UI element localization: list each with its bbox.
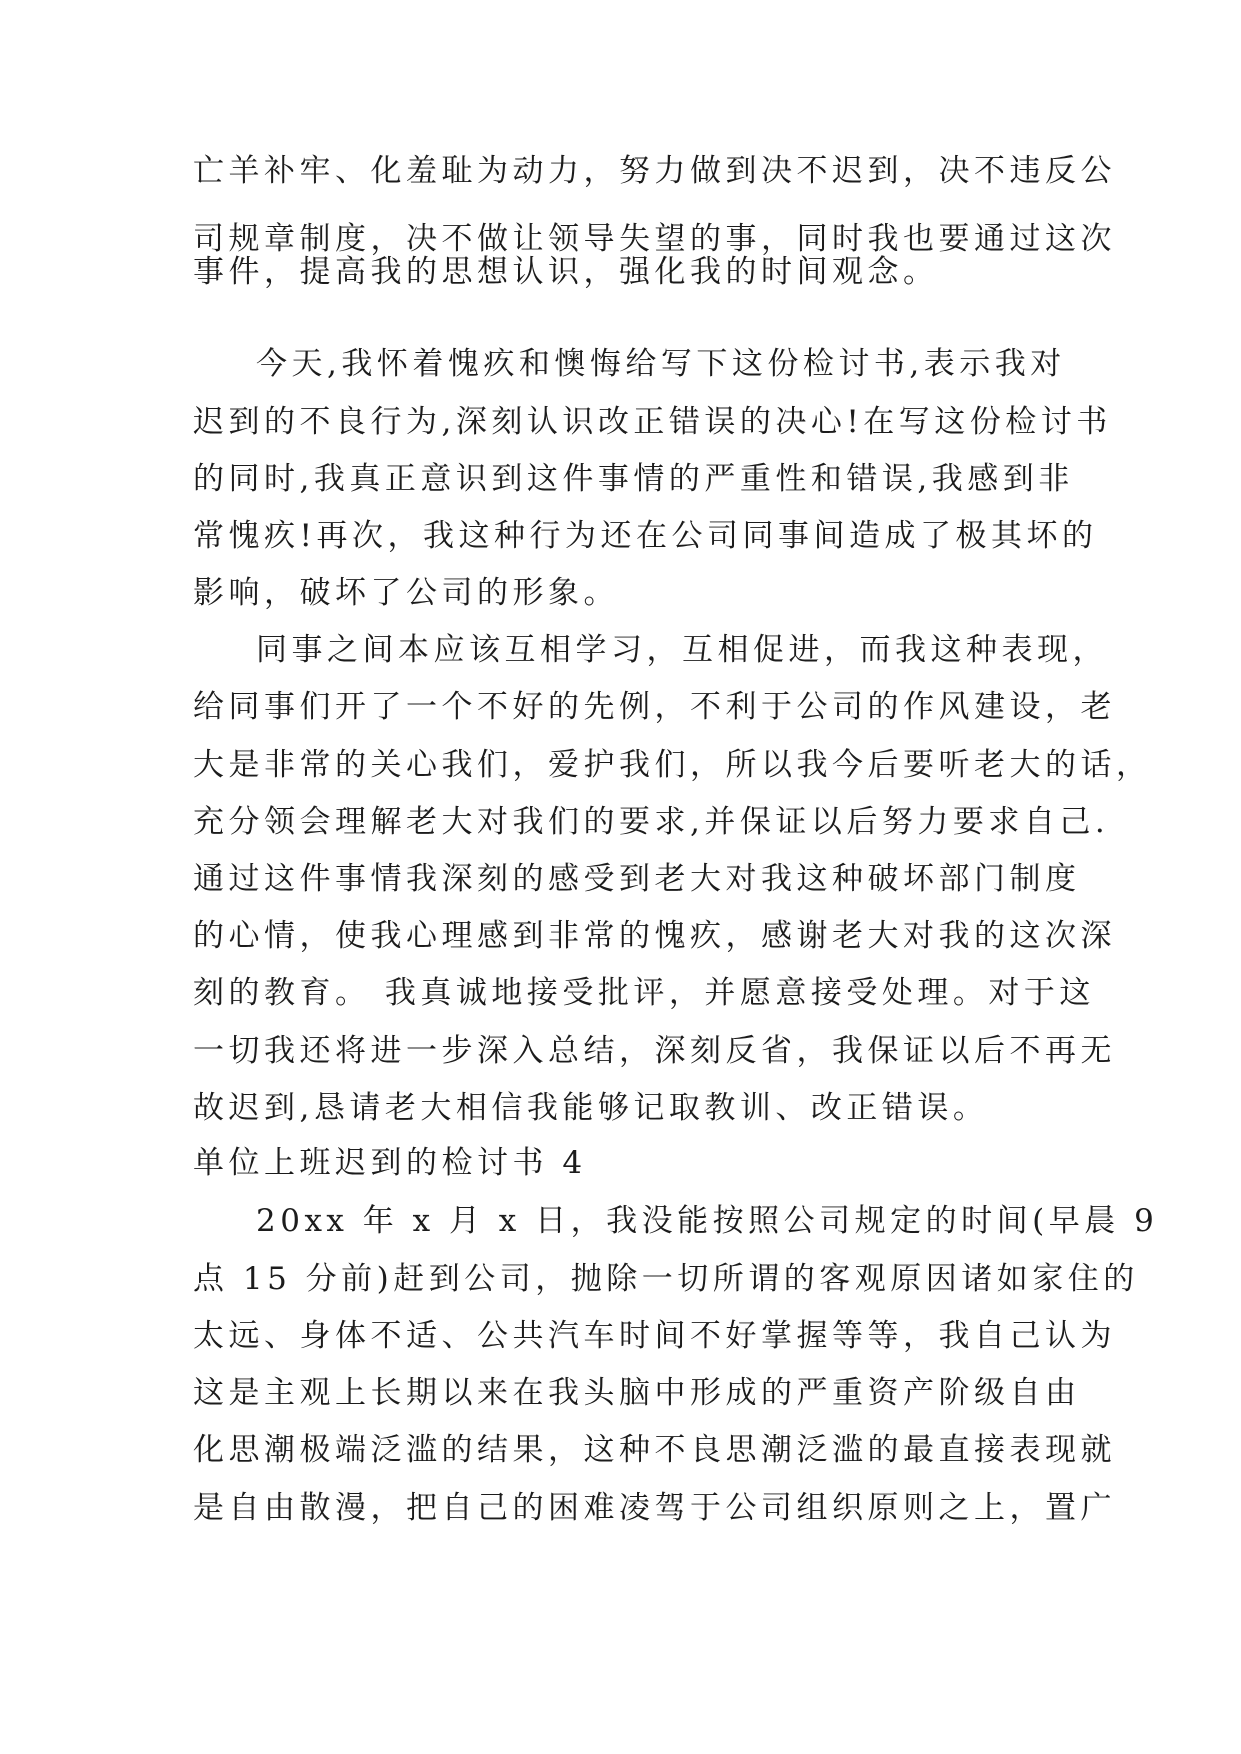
- text-line: 刻的教育。 我真诚地接受批评，并愿意接受处理。对于这: [193, 975, 1095, 1011]
- text-line: 同事之间本应该互相学习，互相促进，而我这种表现，: [256, 632, 1108, 668]
- text-line: 迟到的不良行为,深刻认识改正错误的决心!在写这份检讨书: [193, 404, 1112, 440]
- text-line: 今天,我怀着愧疚和懊悔给写下这份检讨书,表示我对: [256, 346, 1066, 382]
- text-line: 亡羊补牢、化羞耻为动力，努力做到决不迟到，决不违反公: [193, 153, 1116, 189]
- text-line: 给同事们开了一个不好的先例，不利于公司的作风建设，老: [193, 689, 1116, 725]
- text-line: 太远、身体不适、公共汽车时间不好掌握等等，我自己认为: [193, 1318, 1116, 1354]
- text-line: 的同时,我真正意识到这件事情的严重性和错误,我感到非: [193, 461, 1074, 497]
- text-line: 是自由散漫，把自己的困难凌驾于公司组织原则之上，置广: [193, 1490, 1116, 1526]
- text-line: 事件，提高我的思想认识，强化我的时间观念。: [193, 254, 939, 290]
- section-heading: 单位上班迟到的检讨书 4: [193, 1145, 587, 1181]
- text-line: 点 15 分前)赶到公司，抛除一切所谓的客观原因诸如家住的: [193, 1261, 1139, 1297]
- text-line: 大是非常的关心我们，爱护我们，所以我今后要听老大的话，: [193, 747, 1152, 783]
- text-line: 这是主观上长期以来在我头脑中形成的严重资产阶级自由: [193, 1375, 1081, 1411]
- text-line: 影响，破坏了公司的形象。: [193, 575, 619, 611]
- text-line: 通过这件事情我深刻的感受到老大对我这种破坏部门制度: [193, 861, 1081, 897]
- text-line: 司规章制度，决不做让领导失望的事，同时我也要通过这次: [193, 221, 1116, 257]
- text-line: 的心情，使我心理感到非常的愧疚，感谢老大对我的这次深: [193, 918, 1116, 954]
- text-line: 常愧疚!再次，我这种行为还在公司同事间造成了极其坏的: [193, 518, 1098, 554]
- text-line: 一切我还将进一步深入总结，深刻反省，我保证以后不再无: [193, 1033, 1116, 1069]
- text-line: 故迟到,恳请老大相信我能够记取教训、改正错误。: [193, 1090, 989, 1126]
- text-line: 化思潮极端泛滥的结果，这种不良思潮泛滥的最直接表现就: [193, 1432, 1116, 1468]
- text-line: 20xx 年 x 月 x 日，我没能按照公司规定的时间(早晨 9: [256, 1203, 1159, 1239]
- text-line: 充分领会理解老大对我们的要求,并保证以后努力要求自己.: [193, 804, 1110, 840]
